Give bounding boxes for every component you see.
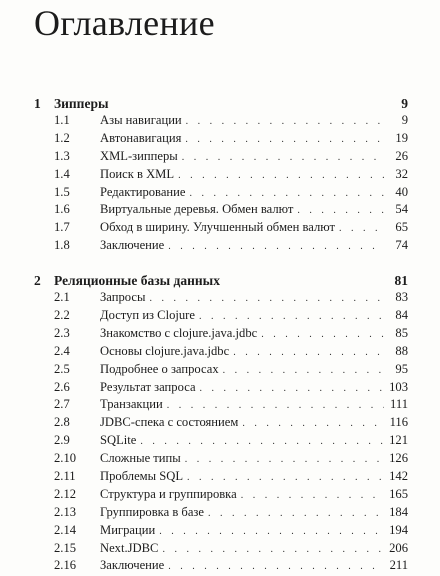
- section-number: 2.8: [54, 415, 70, 430]
- section-row[interactable]: [34, 432, 408, 450]
- section-row[interactable]: [34, 379, 408, 397]
- section-page: 206: [389, 540, 408, 555]
- dot-leader: [178, 167, 384, 185]
- chapter-number: 1: [34, 96, 41, 111]
- section-page: 165: [389, 486, 408, 501]
- dot-leader: [185, 131, 384, 149]
- section-row[interactable]: [34, 557, 408, 575]
- dot-leader: [190, 185, 385, 203]
- section-row[interactable]: [34, 486, 408, 504]
- section-page: 211: [389, 558, 408, 573]
- dot-leader: [149, 290, 384, 308]
- section-title: Структура и группировка: [100, 486, 237, 501]
- dot-leader: [242, 415, 384, 433]
- dot-leader: [297, 202, 384, 220]
- section-page: 19: [395, 130, 408, 145]
- section-number: 1.1: [54, 113, 70, 127]
- section-row[interactable]: [34, 237, 408, 255]
- section-title: Редактирование: [100, 184, 186, 199]
- section-title: Next.JDBC: [100, 540, 159, 555]
- dot-leader: [208, 505, 384, 523]
- section-page: 116: [389, 415, 408, 430]
- section-title: Миграции: [100, 522, 156, 537]
- table-of-contents: [34, 95, 408, 575]
- section-number: 2.10: [54, 451, 77, 466]
- section-row[interactable]: [34, 450, 408, 468]
- section-title: Сложные типы: [100, 451, 181, 466]
- section-row[interactable]: [34, 396, 408, 414]
- dot-leader: [140, 433, 384, 451]
- section-number: 2.4: [54, 343, 70, 358]
- section-page: 85: [395, 325, 408, 340]
- chapter-title: Зипперы: [54, 96, 109, 111]
- section-row[interactable]: [34, 112, 408, 130]
- section-row[interactable]: [34, 414, 408, 432]
- section-number: 2.15: [54, 540, 77, 555]
- page-title: Оглавление: [34, 3, 215, 43]
- section-number: 2.14: [54, 522, 77, 537]
- section-title: Транзакции: [100, 397, 163, 412]
- dot-leader: [199, 308, 384, 326]
- section-page: 88: [395, 343, 408, 358]
- section-number: 2.5: [54, 361, 70, 376]
- dot-leader: [185, 451, 384, 469]
- section-page: 74: [395, 238, 408, 253]
- section-title: Виртуальные деревья. Обмен валют: [100, 202, 294, 217]
- section-title: Доступ из Clojure: [100, 308, 195, 323]
- section-title: Запросы: [100, 290, 146, 305]
- section-page: 142: [389, 469, 408, 484]
- section-page: 111: [390, 397, 408, 412]
- section-number: 2.1: [54, 290, 70, 305]
- section-row[interactable]: [34, 325, 408, 343]
- section-row[interactable]: [34, 289, 408, 307]
- dot-leader: [200, 380, 384, 398]
- section-page: 26: [395, 148, 408, 163]
- section-row[interactable]: [34, 468, 408, 486]
- section-page: 126: [389, 451, 408, 466]
- section-number: 1.7: [54, 220, 70, 235]
- section-number: 1.5: [54, 184, 70, 199]
- section-row[interactable]: [34, 219, 408, 237]
- section-number: 2.6: [54, 379, 70, 394]
- section-title: Автонавигация: [100, 130, 182, 145]
- section-number: 2.11: [54, 469, 76, 484]
- section-title: Заключение: [100, 238, 165, 253]
- dot-leader: [223, 362, 384, 380]
- section-title: Обход в ширину. Улучшенный обмен валют: [100, 220, 336, 235]
- dot-leader: [167, 397, 384, 415]
- section-title: Основы clojure.java.jdbc: [100, 343, 230, 358]
- section-page: 40: [395, 184, 408, 199]
- section-title: Проблемы SQL: [100, 469, 184, 484]
- section-number: 2.9: [54, 433, 70, 448]
- dot-leader: [168, 238, 384, 256]
- section-page: 184: [389, 504, 408, 519]
- section-title: Подробнее о запросах: [100, 361, 219, 376]
- section-page: 194: [389, 522, 408, 537]
- dot-leader: [159, 523, 384, 541]
- section-page: 54: [395, 202, 408, 217]
- section-number: 2.13: [54, 504, 77, 519]
- dot-leader: [186, 113, 384, 131]
- section-number: 1.8: [54, 238, 70, 253]
- section-page: 65: [395, 220, 408, 235]
- section-title: SQLite: [100, 433, 137, 448]
- section-row[interactable]: [34, 201, 408, 219]
- section-page: 84: [395, 308, 408, 323]
- chapter-title: Реляционные базы данных: [54, 273, 220, 289]
- section-title: Азы навигации: [100, 113, 182, 127]
- section-title: JDBC-спека с состоянием: [100, 415, 239, 430]
- section-page: 83: [395, 290, 408, 305]
- section-row[interactable]: [34, 307, 408, 325]
- dot-leader: [241, 487, 384, 505]
- section-title: Знакомство с clojure.java.jdbc: [100, 325, 258, 340]
- chapter-page: 9: [401, 96, 408, 111]
- section-page: 9: [401, 113, 408, 127]
- section-title: Группировка в базе: [100, 504, 204, 519]
- section-row[interactable]: [34, 343, 408, 361]
- section-page: 103: [389, 379, 408, 394]
- section-row[interactable]: [34, 522, 408, 540]
- chapter-row[interactable]: [34, 95, 408, 112]
- dot-leader: [168, 558, 384, 576]
- section-row[interactable]: [34, 166, 408, 184]
- dot-leader: [339, 220, 384, 238]
- section-page: 121: [389, 433, 408, 448]
- section-number: 2.7: [54, 397, 70, 412]
- dot-leader: [182, 149, 384, 167]
- section-title: Поиск в XML: [100, 166, 175, 181]
- section-title: Заключение: [100, 558, 165, 573]
- section-number: 1.4: [54, 166, 70, 181]
- section-number: 2.16: [54, 558, 77, 573]
- section-number: 2.3: [54, 325, 70, 340]
- dot-leader: [233, 344, 384, 362]
- chapter-number: 2: [34, 273, 41, 289]
- section-number: 1.2: [54, 130, 70, 145]
- section-number: 2.12: [54, 486, 77, 501]
- section-page: 32: [395, 166, 408, 181]
- section-number: 1.6: [54, 202, 70, 217]
- section-number: 1.3: [54, 148, 70, 163]
- dot-leader: [261, 326, 384, 344]
- section-title: Результат запроса: [100, 379, 196, 394]
- dot-leader: [187, 469, 384, 487]
- chapter-row[interactable]: [34, 272, 408, 289]
- section-row[interactable]: [34, 148, 408, 166]
- section-row[interactable]: [34, 540, 408, 558]
- section-row[interactable]: [34, 184, 408, 202]
- section-title: XML-зипперы: [100, 148, 178, 163]
- chapter-page: 81: [394, 273, 408, 289]
- section-row[interactable]: [34, 504, 408, 522]
- section-number: 2.2: [54, 308, 70, 323]
- section-row[interactable]: [34, 130, 408, 148]
- section-row[interactable]: [34, 361, 408, 379]
- section-page: 95: [395, 361, 408, 376]
